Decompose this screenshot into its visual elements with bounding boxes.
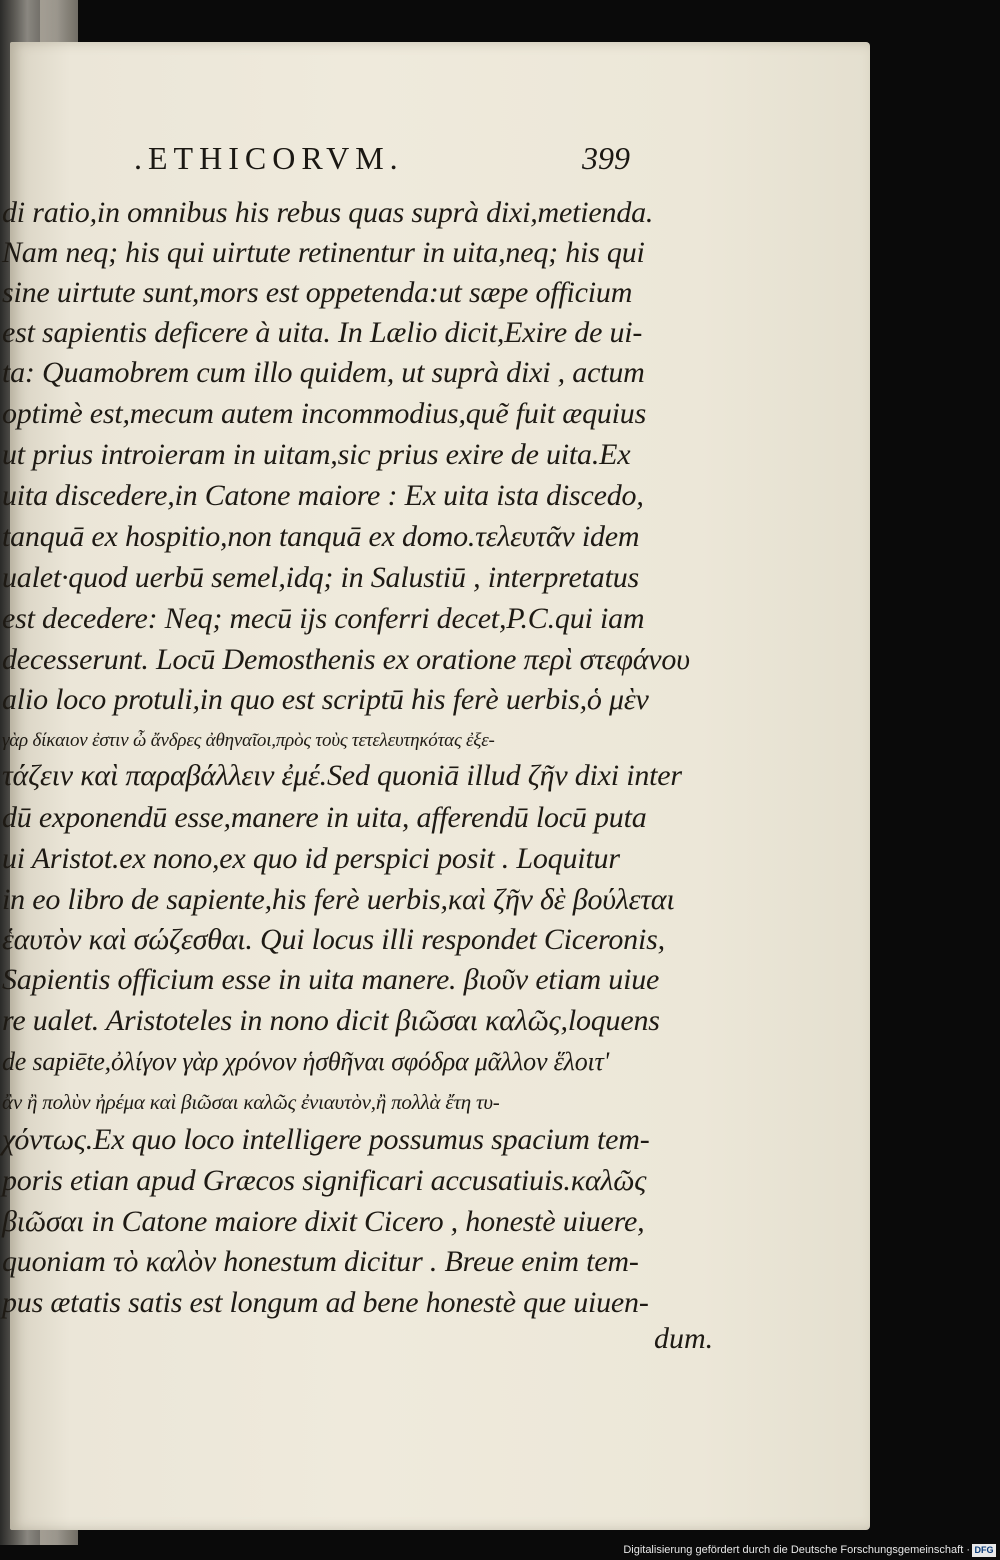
text-line: dū exponendū esse,manere in uita, afferendū locū puta — [2, 801, 647, 834]
text-line: uita discedere,in Catone maiore : Ex uita ista discedo, — [2, 479, 644, 512]
digitization-credit: Digitalisierung gefördert durch die Deutsche Forschungsgemeinschaft · — [623, 1544, 970, 1556]
text-line: ta: Quamobrem cum illo quidem, ut suprà dixi , actum — [2, 356, 645, 389]
text-line: ut prius introieram in uitam,sic prius exire de uita.Ex — [2, 438, 631, 471]
text-line: re ualet. Aristoteles in nono dicit βιῶσαι καλῶς,loquens — [2, 1004, 660, 1037]
text-line: sine uirtute sunt,mors est oppetenda:ut sæpe officium — [2, 276, 633, 309]
book-page — [2, 42, 870, 1530]
text-line-greek: ἂν ἢ πολὺν ἠρέμα καὶ βιῶσαι καλῶς ἐνιαυτὸν,ἢ πολλὰ ἔτη τυ- — [2, 1090, 500, 1114]
text-line: ualet·quod uerbū semel,idq; in Salustiū , interpretatus — [2, 561, 640, 594]
text-line: est sapientis deficere à uita. In Lælio dicit,Exire de ui- — [2, 316, 643, 349]
text-line: τάζειν καὶ παραβάλλειν ἐμέ.Sed quoniā illud ζῆν dixi inter — [2, 759, 682, 792]
catchword: dum. — [654, 1322, 714, 1355]
text-line-greek: γὰρ δίκαιον ἐστιν ὦ ἄνδρες ἀθηναῖοι,πρὸς τοὺς τετελευτηκότας ἐξε- — [2, 730, 495, 751]
text-line: poris etian apud Græcos significari accusatiuis.καλῶς — [2, 1164, 647, 1197]
text-line: Nam neq; his qui uirtute retinentur in uita,neq; his qui — [2, 236, 645, 269]
text-block — [2, 42, 870, 1530]
text-line: in eo libro de sapiente,his ferè uerbis,καὶ ζῆν δὲ βούλεται — [2, 883, 675, 916]
dfg-logo-icon: DFG — [972, 1544, 996, 1557]
text-line: pus ætatis satis est longum ad bene honestè que uiuen- — [2, 1286, 649, 1319]
text-line: βιῶσαι in Catone maiore dixit Cicero , honestè uiuere, — [2, 1205, 645, 1238]
running-title: .ETHICORVM. — [134, 140, 404, 176]
text-line: quoniam τὸ καλὸν honestum dicitur . Breue enim tem- — [2, 1245, 639, 1278]
text-line: Sapientis officium esse in uita manere. βιοῦν etiam uiue — [2, 963, 660, 996]
text-line: de sapiēte,ὀλίγον γὰρ χρόνον ἡσθῆναι σφόδρα μᾶλλον ἕλοιτ' — [2, 1047, 610, 1076]
text-line: est decedere: Neq; mecū ijs conferri decet,P.C.qui iam — [2, 602, 645, 635]
page-number: 399 — [582, 140, 630, 176]
text-line: ui Aristot.ex nono,ex quo id perspici posit . Loquitur — [2, 842, 620, 875]
text-line: di ratio,in omnibus his rebus quas suprà dixi,metienda. — [2, 196, 654, 229]
text-line: decesserunt. Locū Demosthenis ex oratione περὶ στεφάνου — [2, 643, 690, 676]
text-line: tanquā ex hospitio,non tanquā ex domo.τελευτᾶν idem — [2, 520, 640, 553]
text-line: χόντως.Ex quo loco intelligere possumus spacium tem- — [2, 1123, 650, 1156]
text-line: ἑαυτὸν καὶ σώζεσθαι. Qui locus illi respondet Ciceronis, — [2, 923, 665, 956]
text-line: optimè est,mecum autem incommodius,quẽ fuit æquius — [2, 397, 647, 430]
text-line: alio loco protuli,in quo est scriptū his ferè uerbis,ὁ μὲν — [2, 683, 649, 716]
